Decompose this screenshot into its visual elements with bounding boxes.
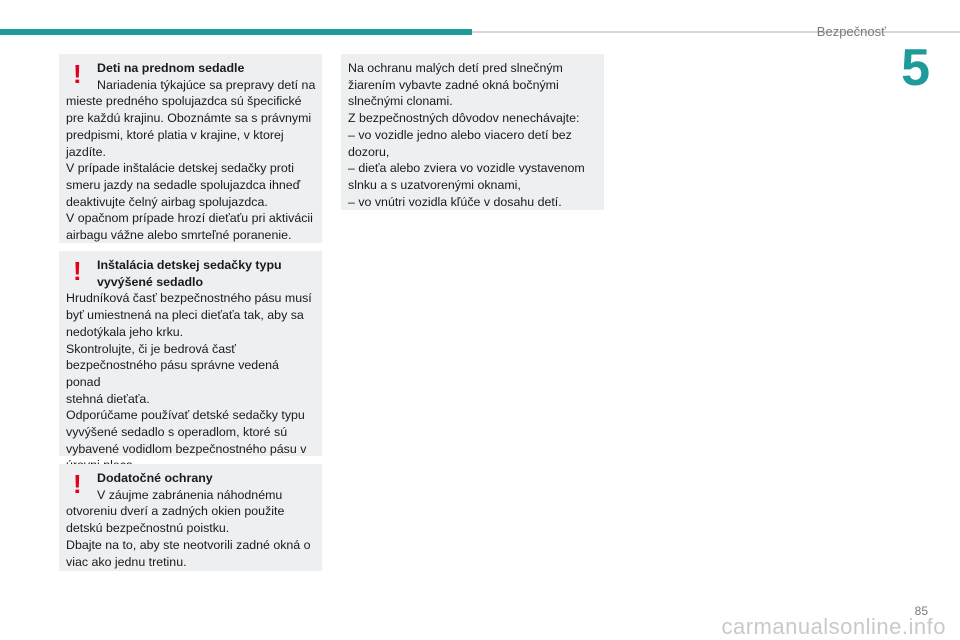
box-line: smeru jazdy na sedadle spolujazdca ihneď <box>66 177 301 192</box>
box-line: – dieťa alebo zviera vo vozidle vystavenom <box>348 161 585 176</box>
box-line: – vo vnútri vozidla kľúče v dosahu detí. <box>348 194 562 209</box>
box-title: Dodatočné ochrany <box>97 471 213 485</box>
warning-box-children-front-seat <box>59 54 322 243</box>
box-line: žiarením vybavte zadné okná bočnými <box>348 77 559 92</box>
box-line: jazdíte. <box>66 144 106 159</box>
box-line: V prípade inštalácie detskej sedačky proti <box>66 161 294 176</box>
exclamation-icon: ! <box>73 469 82 499</box>
warning-box-booster-seat <box>59 251 322 456</box>
warning-box-additional-protection <box>59 464 322 571</box>
header-accent-bar <box>0 29 472 35</box>
section-title: Bezpečnosť <box>816 24 886 39</box>
info-box-sun-protection <box>341 54 604 210</box>
box-line: byť umiestnená na pleci dieťaťa tak, aby sa <box>66 308 304 323</box>
box-line: nedotýkala jeho krku. <box>66 324 184 339</box>
exclamation-icon: ! <box>73 256 82 286</box>
page-number: 85 <box>914 604 928 618</box>
box-line: Dbajte na to, aby ste neotvorili zadné okná o <box>66 537 311 552</box>
box-line: Hrudníková časť bezpečnostného pásu musí <box>66 291 312 306</box>
box-title: vyvýšené sedadlo <box>97 274 204 289</box>
box-line: predpismi, ktoré platia v krajine, v ktorej <box>66 127 284 142</box>
box-line: – vo vozidle jedno alebo viacero detí bez <box>348 127 572 142</box>
box-line: bezpečnostného pásu správne vedená ponad <box>66 358 279 389</box>
exclamation-icon: ! <box>73 59 82 89</box>
box-line: airbagu vážne alebo smrteľné poranenie. <box>66 228 292 243</box>
header-rule <box>472 31 960 33</box>
box-title: Deti na prednom sedadle <box>97 61 245 75</box>
box-line: slnečnými clonami. <box>348 94 453 109</box>
box-line: Z bezpečnostných dôvodov nenechávajte: <box>348 111 580 126</box>
box-line: detskú bezpečnostnú poistku. <box>66 521 230 536</box>
watermark: carmanualsonline.info <box>721 614 946 639</box>
box-line: pre každú krajinu. Oboznámte sa s právnymi <box>66 111 312 126</box>
box-line: dozoru, <box>348 144 390 159</box>
box-line: viac ako jednu tretinu. <box>66 554 187 569</box>
box-line: Odporúčame používať detské sedačky typu <box>66 408 305 423</box>
box-line: Nariadenia týkajúce sa prepravy detí na <box>97 77 316 92</box>
box-line: vyvýšené sedadlo s operadlom, ktoré sú <box>66 425 288 440</box>
box-line: mieste predného spolujazdca sú špecifické <box>66 94 302 109</box>
box-line: Skontrolujte, či je bedrová časť <box>66 341 236 356</box>
box-line: otvoreniu dverí a zadných okien použite <box>66 504 285 519</box>
box-line: deaktivujte čelný airbag spolujazdca. <box>66 194 268 209</box>
box-line: V záujme zabránenia náhodnému <box>97 487 283 502</box>
box-line: slnku a s uzatvorenými oknami, <box>348 177 521 192</box>
box-line: stehná dieťaťa. <box>66 391 150 406</box>
box-line: vybavené vodidlom bezpečnostného pásu v <box>66 441 307 456</box>
box-title: Inštalácia detskej sedačky typu <box>97 258 282 272</box>
box-line: V opačnom prípade hrozí dieťaťu pri aktivácii <box>66 211 313 226</box>
chapter-number: 5 <box>901 39 930 97</box>
box-line: Na ochranu malých detí pred slnečným <box>348 61 563 75</box>
